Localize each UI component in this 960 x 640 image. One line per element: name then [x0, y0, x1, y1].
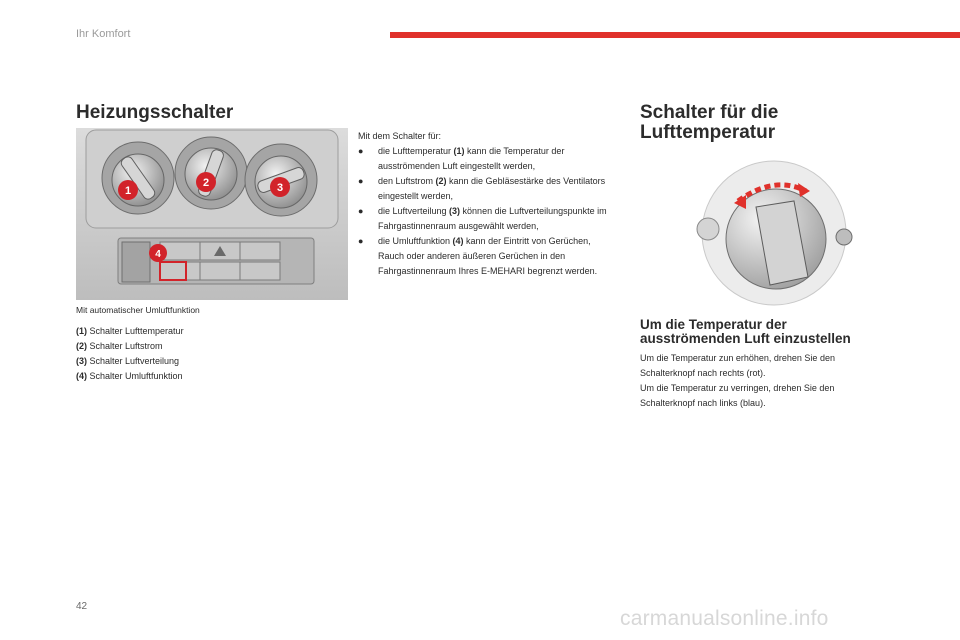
svg-text:1: 1 [124, 185, 132, 197]
instruction-heading: Um die Temperatur der ausströmenden Luft einzustellen [640, 317, 851, 346]
legend-item: (3) Schalter Luftverteilung [76, 356, 180, 366]
switch-description [358, 129, 608, 279]
page-number: 42 [76, 601, 88, 612]
bullet-icon: ● [358, 236, 364, 246]
paragraph-increase: Um die Temperatur zun erhöhen, drehen Sie den Schalterknopf nach rechts (rot). [640, 353, 835, 378]
bullet-list [358, 144, 608, 279]
page-title: Heizungsschalter [76, 102, 234, 123]
airflow-knob [175, 137, 247, 209]
callout-1 [118, 180, 138, 200]
bullet-icon: ● [358, 176, 364, 186]
section-title: Schalter für die Lufttemperatur [640, 102, 779, 143]
intro-text: Mit dem Schalter für: [358, 131, 442, 141]
temperature-knob [102, 142, 174, 214]
callout-2 [196, 172, 216, 192]
legend-item: (1) Schalter Lufttemperatur [76, 326, 184, 336]
legend-item: (4) Schalter Umluftfunktion [76, 371, 183, 381]
section-header: Ihr Komfort [76, 28, 131, 40]
callout-3 [270, 177, 290, 197]
legend-list [76, 324, 184, 384]
svg-text:2: 2 [202, 177, 210, 189]
bullet-item: ● die Lufttemperatur (1) kann die Temperatur der ausströmenden Luft eingestellt werden, [358, 146, 565, 171]
temperature-knob-illustration [690, 157, 856, 307]
watermark: carmanualsonline.info [620, 607, 829, 630]
header-accent-bar [390, 32, 960, 38]
figure-caption: Mit automatischer Umluftfunktion [76, 305, 200, 315]
svg-text:3: 3 [276, 182, 284, 194]
bullet-item: ● den Luftstrom (2) kann die Gebläsestärke des Ventilators eingestellt werden, [358, 176, 606, 201]
svg-text:4: 4 [155, 249, 161, 260]
instruction-text [640, 351, 890, 411]
bullet-item: ● die Luftverteilung (3) können die Luftverteilungspunkte im Fahrgastinnenraum ausgewählt werden, [358, 206, 607, 231]
bullet-item: ● die Umluftfunktion (4) kann der Eintritt von Gerüchen, Rauch oder anderen äußeren Gerüchen in den Fahrgastinnenraum Ihres E-MEHARI begrenzt werden. [358, 236, 598, 276]
bullet-icon: ● [358, 146, 364, 156]
legend-item: (2) Schalter Luftstrom [76, 341, 163, 351]
heater-controls-illustration [76, 128, 348, 300]
bullet-icon: ● [358, 206, 364, 216]
paragraph-decrease: Um die Temperatur zu verringen, drehen Sie den Schalterknopf nach links (blau). [640, 383, 835, 408]
callout-4 [149, 244, 167, 262]
